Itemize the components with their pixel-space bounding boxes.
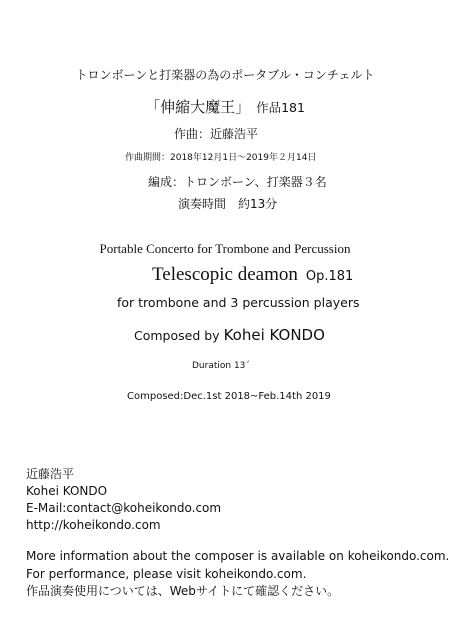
- more-info-block: [26, 548, 449, 601]
- japanese-opus: 作品181: [256, 100, 305, 115]
- japanese-duration: 演奏時間 約13分: [178, 197, 278, 211]
- composed-by-line: [134, 325, 325, 344]
- japanese-title: 「伸縮大魔王」: [145, 98, 251, 116]
- contact-url[interactable]: http://koheikondo.com: [26, 518, 161, 532]
- more-info-line1: More information about the composer is available on koheikondo.com.: [26, 549, 450, 563]
- english-opus: Op.181: [305, 269, 354, 284]
- english-players: for trombone and 3 percussion players: [117, 295, 360, 310]
- english-composed-dates: Composed:Dec.1st 2018~Feb.14th 2019: [127, 391, 331, 402]
- japanese-composer: 作曲：近藤浩平: [174, 127, 259, 141]
- english-duration: Duration 13´: [192, 361, 250, 371]
- composed-by-label: Composed by: [134, 328, 220, 343]
- more-info-line2: For performance, please visit koheikondo.com.: [26, 566, 307, 581]
- english-title-line: [152, 264, 353, 286]
- english-title: Telescopic deamon: [152, 264, 298, 285]
- more-info-line3: 作品演奏使用については、Webサイトにて確認ください。: [26, 584, 340, 598]
- contact-name-jp: 近藤浩平: [26, 467, 75, 481]
- japanese-title-line: [0, 96, 450, 117]
- contact-email[interactable]: E-Mail:contact@koheikondo.com: [26, 501, 222, 515]
- japanese-subtitle: トロンボーンと打楽器の為のポータブル・コンチェルト: [75, 68, 375, 82]
- composer-name: Kohei KONDO: [223, 326, 325, 344]
- contact-name-en: Kohei KONDO: [26, 484, 108, 498]
- japanese-instrumentation: 編成：トロンボーン、打楽器３名: [148, 175, 327, 189]
- japanese-composition-period: 作曲期間：2018年12月1日〜2019年２月14日: [125, 153, 317, 163]
- english-subtitle: Portable Concerto for Trombone and Percussion: [99, 241, 351, 256]
- contact-block: [26, 466, 221, 534]
